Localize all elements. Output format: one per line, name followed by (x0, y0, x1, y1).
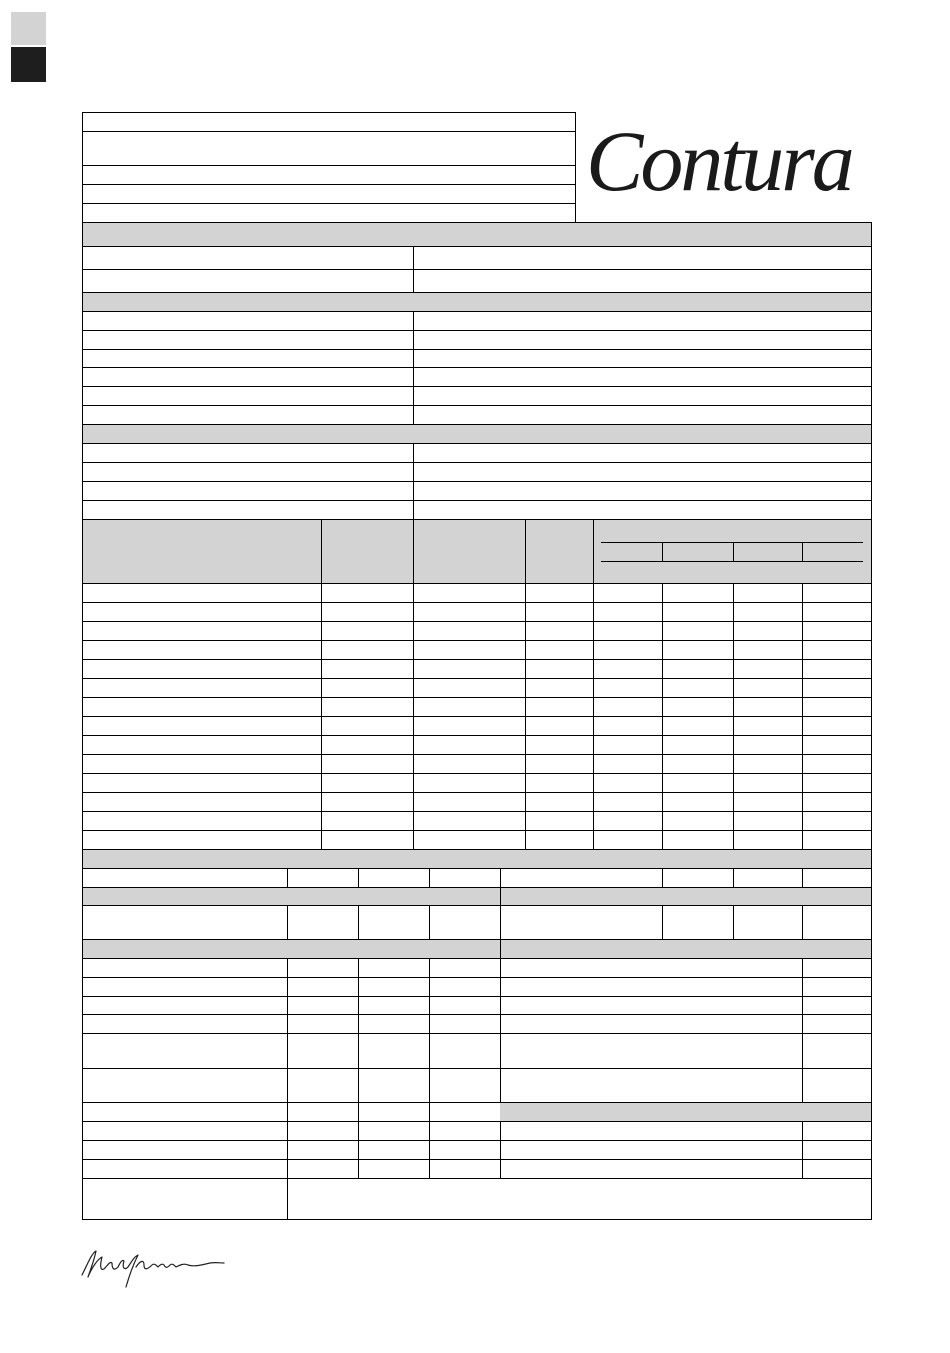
table-row (83, 640, 871, 659)
section-band (83, 424, 871, 443)
form-row (83, 977, 871, 996)
table-header-band (83, 519, 871, 583)
section-band (83, 222, 871, 246)
header-rule (83, 165, 575, 166)
header-info-box (82, 112, 576, 222)
form-row (83, 246, 871, 269)
remarks-row (83, 1178, 871, 1220)
table-row (83, 659, 871, 678)
form-row (83, 1102, 871, 1121)
header-rule (83, 184, 575, 185)
form-row (83, 349, 871, 367)
section-band (83, 887, 871, 905)
section-band (83, 292, 871, 311)
header-rule (83, 131, 575, 132)
form-row (83, 905, 871, 939)
form-row (83, 1068, 871, 1102)
form-row (83, 500, 871, 519)
table-row (83, 735, 871, 754)
contura-logo: Contura (586, 113, 852, 209)
section-band (83, 939, 871, 958)
form-bottom-rule (82, 1219, 872, 1220)
table-row (83, 754, 871, 773)
table-row (83, 583, 871, 602)
section-band (83, 849, 871, 868)
declaration-form (82, 222, 872, 1220)
corner-tab-light (11, 12, 46, 45)
form-row (83, 269, 871, 292)
table-row (83, 716, 871, 735)
form-row (83, 443, 871, 462)
table-row (83, 697, 871, 716)
table-row (83, 602, 871, 621)
form-row (83, 462, 871, 481)
signature (78, 1243, 228, 1291)
table-row (83, 678, 871, 697)
form-row (83, 367, 871, 386)
header-rule (83, 203, 575, 204)
form-row (83, 405, 871, 424)
form-row (83, 868, 871, 887)
form-row (83, 1121, 871, 1140)
form-row (83, 1033, 871, 1068)
form-row (83, 386, 871, 405)
form-row (83, 958, 871, 977)
table-row (83, 773, 871, 792)
form-row (83, 1140, 871, 1159)
form-row (83, 1159, 871, 1178)
table-row (83, 621, 871, 640)
table-row (83, 830, 871, 849)
table-row (83, 792, 871, 811)
table-row (83, 811, 871, 830)
form-row (83, 311, 871, 330)
form-row (83, 1014, 871, 1033)
corner-tab-dark (11, 47, 46, 82)
form-row (83, 481, 871, 500)
form-row (83, 330, 871, 349)
form-row (83, 996, 871, 1014)
